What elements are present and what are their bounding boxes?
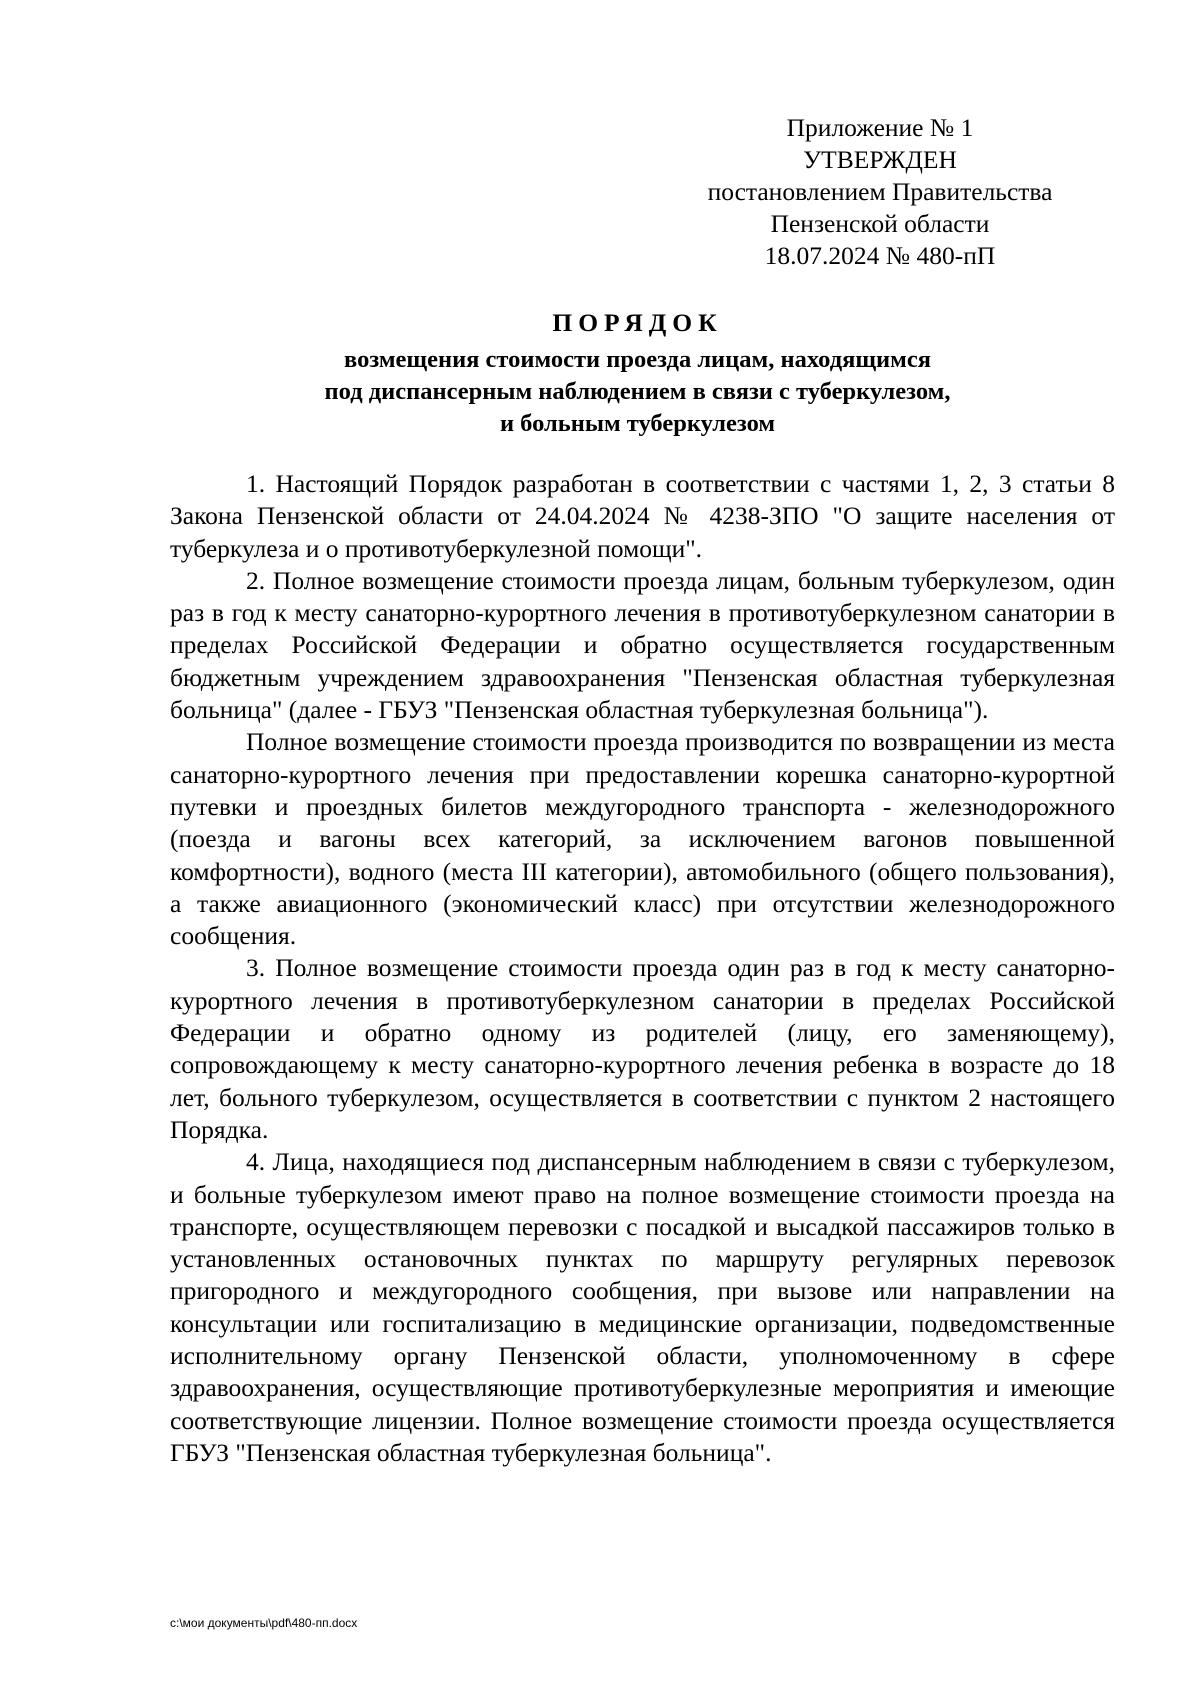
paragraph-2-continued: Полное возмещение стоимости проезда производится по возвращении из места санаторно-курортного лечения при предоставлении корешка санаторно-курортной путевки и проездных билетов междугородного транспорта - железнодорожного (поезда и вагоны всех категорий, за исключением вагонов повышенной комфортности), водного (места III категории), автомобильного (общего пользования), а также авиационного (экономический класс) при отсутствии железнодорожного сообщения. — [170, 727, 1115, 951]
approved-by-region: Пензенской области — [770, 209, 990, 238]
title-subline-1: возмещения стоимости проезда лицам, находящимся — [344, 346, 931, 373]
appendix-number: Приложение № 1 — [786, 113, 974, 142]
paragraph-3: 3. Полное возмещение стоимости проезда один раз в год к месту санаторно-курортного лечения в противотуберкулезном санатории в пределах Российской Федерации и обратно одному из родителей (лицу, его заменяющему), сопровождающему к месту санаторно-курортного лечения ребенка в возрасте до 18 лет, больного туберкулезом, осуществляется в соответствии с пунктом 2 настоящего Порядка. — [170, 953, 1115, 1144]
resolution-date-number: 18.07.2024 № 480-пП — [764, 241, 996, 270]
paragraph-1: 1. Настоящий Порядок разработан в соответствии с частями 1, 2, 3 статьи 8 Закона Пензенской области от 24.04.2024 № 4238-ЗПО "О защите населения от туберкулеза и о противотуберкулезной помощи". — [170, 469, 1115, 563]
title-subline-3: и больным туберкулезом — [499, 410, 776, 437]
paragraph-4: 4. Лица, находящиеся под диспансерным наблюдением в связи с туберкулезом, и больные туберкулезом имеют право на полное возмещение стоимости проезда на транспорте, осуществляющем перевозки с посадкой и высадкой пассажиров только в установленных остановочных пунктах по маршруту регулярных перевозок пригородного и междугородного сообщения, при вызове или направлении на консультации или госпитализацию в медицинские организации, подведомственные исполнительному органу Пензенской области, уполномоченному в сфере здравоохранения, осуществляющие противотуберкулезные мероприятия и имеющие соответствующие лицензии. Полное возмещение стоимости проезда осуществляется ГБУЗ "Пензенская областная туберкулезная больница". — [170, 1147, 1115, 1467]
file-path-footer: c:\мои документы\pdf\480-пп.docx — [170, 1616, 358, 1630]
title-subline-2: под диспансерным наблюдением в связи с туберкулезом, — [324, 378, 951, 405]
title-main: ПОРЯДОК — [552, 308, 723, 337]
approved-by: постановлением Правительства — [707, 177, 1053, 206]
approved-label: УТВЕРЖДЕН — [803, 145, 957, 174]
document-body — [170, 468, 1115, 1469]
paragraph-2: 2. Полное возмещение стоимости проезда лицам, больным туберкулезом, один раз в год к месту санаторно-курортного лечения в противотуберкулезном санатории в пределах Российской Федерации и обратно осуществляется государственным бюджетным учреждением здравоохранения "Пензенская областная туберкулезная больница" (далее - ГБУЗ "Пензенская областная туберкулезная больница"). — [170, 565, 1115, 725]
approval-stamp-block — [660, 112, 1100, 272]
document-title — [170, 306, 1105, 440]
